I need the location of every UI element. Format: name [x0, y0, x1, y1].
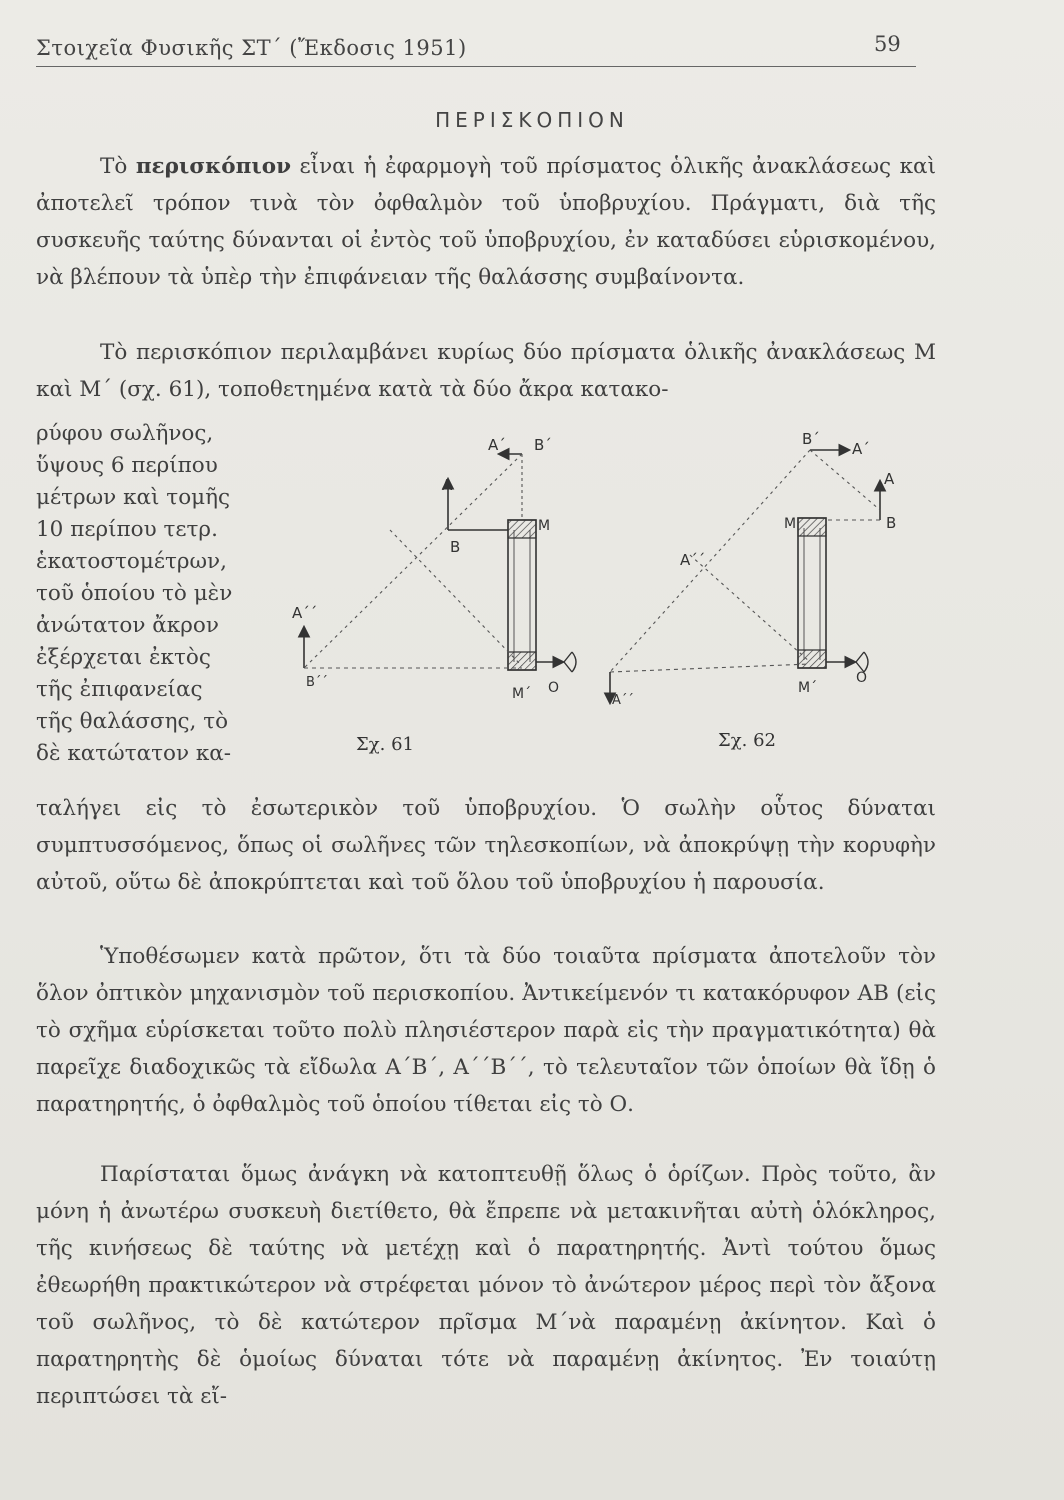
paragraph-4: [36, 1156, 936, 1415]
column-line: τοῦ ὁποίου τὸ μὲν: [36, 581, 233, 606]
section-title: ΠΕΡΙΣΚΟΠΙΟΝ: [435, 108, 629, 132]
fig62-label: Ο: [856, 670, 868, 686]
fig61-tube: [508, 520, 536, 670]
fig62-dashed: [610, 664, 810, 672]
para4-text: Παρίσταται ὅμως ἀνάγκη νὰ κατοπτευθῇ ὅλως ὁ ὁρίζων. Πρὸς τοῦτο, ἂν μόνη ἡ ἀνωτέρω συσκευὴ διετίθετο, θὰ ἔπρεπε νὰ μετακινῆται αὐτὴ ὁλόκληρος, τῆς κινήσεως δὲ ταύτης νὰ μετέχῃ καὶ ὁ παρατηρητής. Ἀντὶ τούτου ὅμως ἐθεωρήθη πρακτικώτερον νὰ στρέφεται μόνον τὸ ἀνώτερον μέρος περὶ τὸν ἄξονα τοῦ σωλῆνος, τὸ δὲ κατώτερον πρῖσμα Μ΄νὰ παραμένῃ ἀκίνητον. Καὶ ὁ παρατηρητὴς δὲ ὁμοίως δύναται τότε νὰ παραμένῃ ἀκίνητος. Ἐν τοιαύτῃ περιπτώσει τὰ εἴ-: [36, 1162, 936, 1409]
para3-text: Ὑποθέσωμεν κατὰ πρῶτον, ὅτι τὰ δύο τοιαῦτα πρίσματα ἀποτελοῦν τὸν ὅλον ὀπτικὸν μηχανισμὸν τοῦ περισκοπίου. Ἀντικείμενόν τι κατακόρυφον ΑΒ (εἰς τὸ σχῆμα εὑρίσκεται τοῦτο πολὺ πλησιέστερον παρὰ εἰς τὴν πραγματικότητα) θὰ παρεῖχε διαδοχικῶς τὰ εἴδωλα Α΄Β΄, Α΄΄Β΄΄, τὸ τελευταῖον τῶν ὁποίων θὰ ἴδῃ ὁ παρατηρητής, ὁ ὀφθαλμὸς τοῦ ὁποίου τίθεται εἰς τὸ Ο.: [36, 944, 936, 1117]
figure-62: [610, 430, 896, 751]
fig61-caption: Σχ. 61: [356, 734, 414, 755]
column-line: ἐξέρχεται ἐκτὸς: [36, 645, 211, 670]
fig62-label: Μ: [784, 516, 797, 532]
fig61-label: Μ: [538, 518, 551, 534]
fig62-label: Β΄: [802, 430, 820, 448]
fig62-dashed: [610, 450, 810, 672]
fig62-prism-top: [798, 518, 826, 536]
periscope-figures: [290, 430, 930, 770]
column-line: 10 περίπου τετρ.: [36, 517, 218, 542]
fig61-dashed: [304, 454, 522, 668]
para1-term: περισκόπιον: [135, 154, 292, 179]
column-line: μέτρων καὶ τομῆς: [36, 485, 231, 510]
fig62-dashed: [690, 555, 810, 662]
para2-head-text: Τὸ περισκόπιον περιλαμβάνει κυρίως δύο πρίσματα ὁλικῆς ἀνακλάσεως Μ καὶ Μ΄ (σχ. 61), τοποθετημένα κατὰ τὰ δύο ἄκρα κατακο-: [36, 340, 936, 402]
fig62-label: Α΄: [852, 440, 870, 458]
fig62-caption: Σχ. 62: [718, 730, 776, 751]
fig61-prism-top: [508, 520, 536, 538]
para1-rest: εἶναι ἡ ἐφαρμογὴ τοῦ πρίσματος ὁλικῆς ἀνακλάσεως καὶ ἀποτελεῖ τρόπον τινὰ τὸν ὀφθαλμὸν τοῦ ὑποβρυχίου. Πράγματι, διὰ τῆς συσκευῆς ταύτης δύνανται οἱ ἐντὸς τοῦ ὑποβρυχίου, ἐν καταδύσει εὑρισκομένου, νὰ βλέπουν τὰ ὑπὲρ τὴν ἐπιφάνειαν τῆς θαλάσσης συμβαίνοντα.: [36, 154, 936, 290]
column-line: τῆς ἐπιφανείας: [36, 677, 203, 702]
fig61-label: Β΄: [534, 436, 552, 454]
column-line: δὲ κατώτατον κα-: [36, 741, 232, 766]
column-line: ἑκατοστομέτρων,: [36, 549, 227, 574]
column-line: τῆς θαλάσσης, τὸ: [36, 709, 229, 734]
fig61-eye-icon: [564, 652, 576, 672]
fig61-prism-bottom: [508, 652, 536, 670]
column-line: ρύφου σωλῆνος,: [36, 421, 214, 446]
fig61-label: Α΄΄: [292, 604, 318, 622]
paragraph-2-tail: [36, 790, 936, 901]
fig62-tube: [798, 518, 826, 668]
para2-tail-text: ταλήγει εἰς τὸ ἐσωτερικὸν τοῦ ὑποβρυχίου. Ὁ σωλὴν οὗτος δύναται συμπτυσσόμενος, ὅπως οἱ σωλῆνες τῶν τηλεσκοπίων, νὰ ἀποκρύψῃ τὴν κορυφὴν αὐτοῦ, οὕτω δὲ ἀποκρύπτεται καὶ τοῦ ὅλου τοῦ ὑποβρυχίου ἡ παρουσία.: [36, 796, 936, 895]
column-line: ἀνώτατον ἄκρον: [36, 613, 219, 638]
column-line: ὕψους 6 περίπου: [36, 453, 218, 478]
fig61-label: Α: [442, 476, 453, 494]
fig62-label: Μ΄: [798, 680, 818, 696]
fig62-label: Α: [884, 470, 895, 488]
page-number: 59: [874, 32, 901, 56]
fig62-label: Α΄΄: [612, 693, 634, 708]
running-title: Στοιχεῖα Φυσικῆς ΣΤ΄ (Ἔκδοσις 1951): [36, 36, 467, 60]
header-rule: [36, 66, 916, 67]
fig61-label: Β΄΄: [306, 675, 328, 690]
figure-61: [292, 436, 576, 755]
periscope-diagrams: [290, 430, 930, 770]
paragraph-3: [36, 938, 936, 1123]
fig61-label: Μ΄: [512, 686, 532, 702]
paragraph-2-column: [36, 418, 276, 770]
fig62-prism-bottom: [798, 650, 826, 668]
para1-lead: Τὸ: [100, 154, 136, 179]
fig62-label: Α΄΄: [680, 551, 706, 569]
paragraph-1: [36, 148, 936, 296]
fig61-label: Ο: [548, 680, 560, 696]
fig62-label: Β: [886, 514, 897, 532]
fig61-label: Α΄: [488, 436, 506, 454]
paragraph-2-head: [36, 334, 936, 408]
fig62-dashed: [810, 450, 880, 510]
fig62-eye-icon: [856, 652, 868, 672]
fig61-label: Β: [450, 538, 461, 556]
